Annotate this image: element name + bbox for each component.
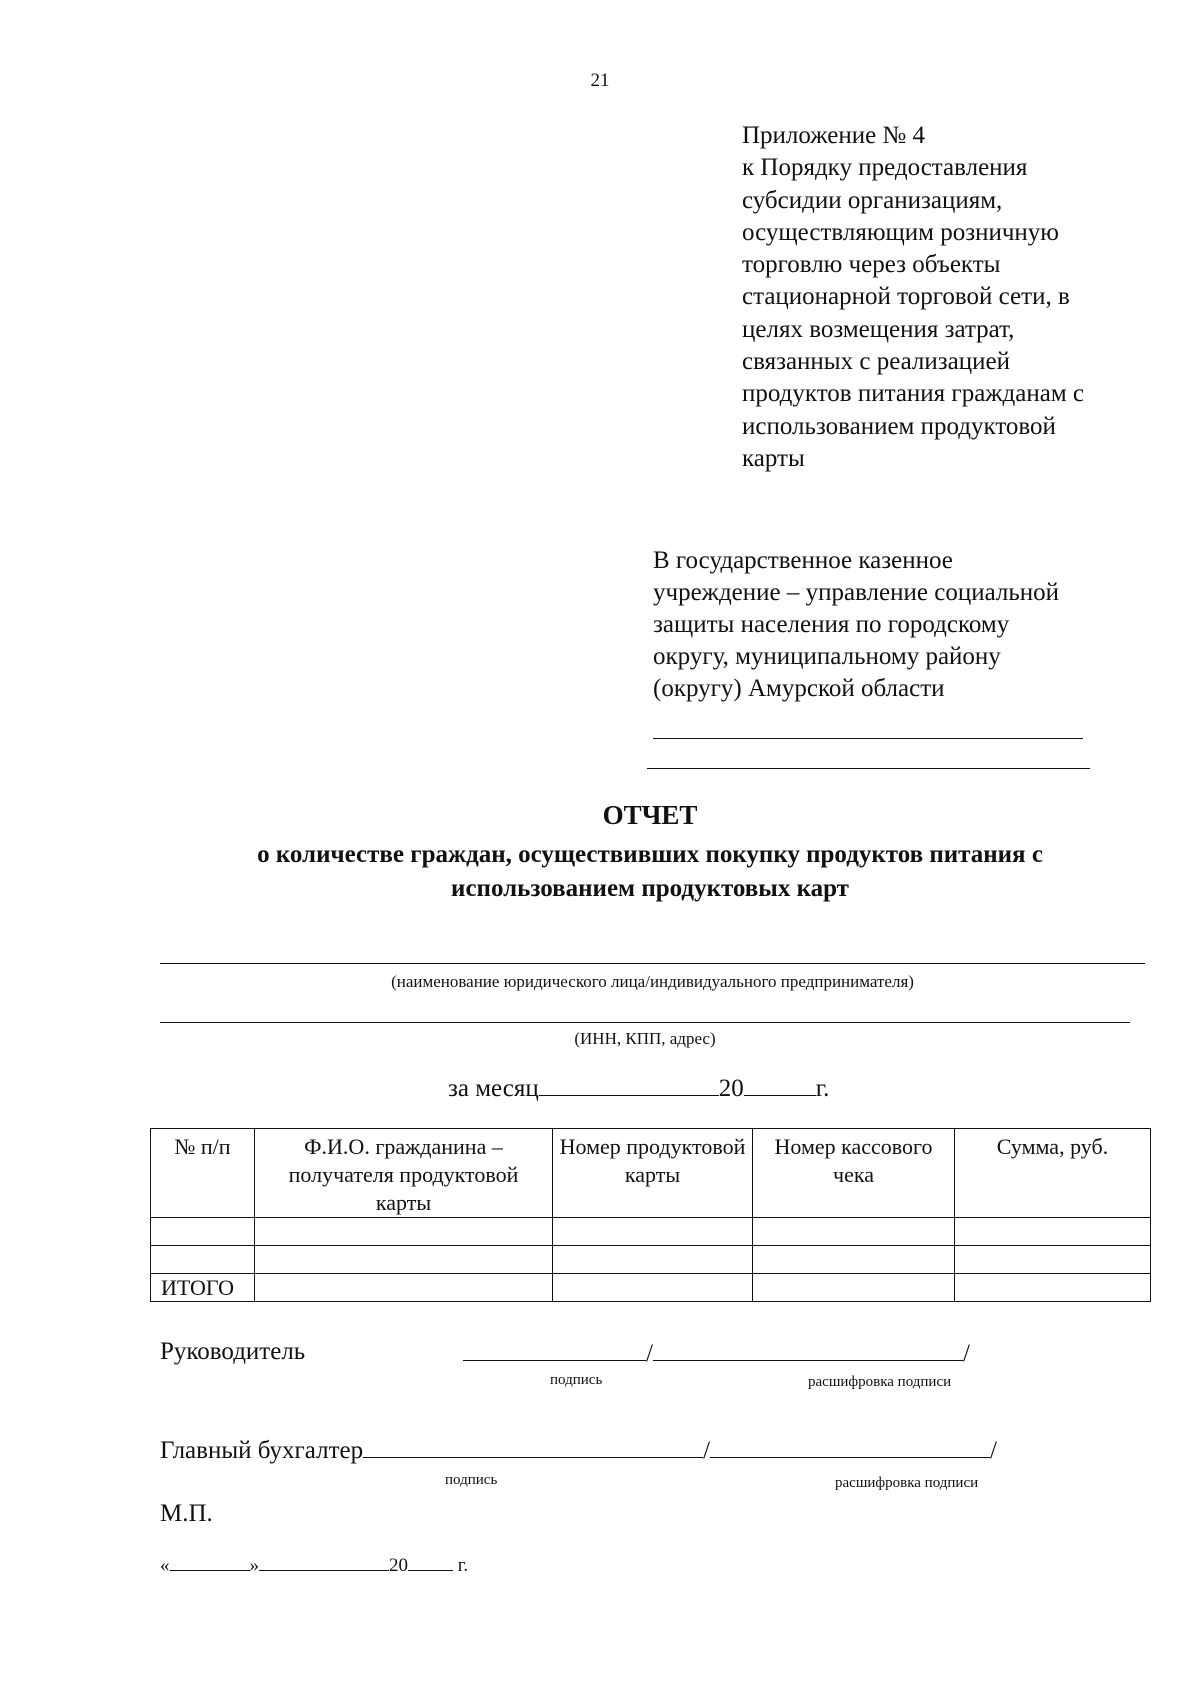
table-cell[interactable] [753,1246,955,1274]
head-signature-row [463,1340,970,1368]
appendix-line: Приложение № 4 [742,122,926,149]
table-header-row [151,1129,1151,1218]
table-cell[interactable] [151,1218,255,1246]
report-subtitle-line-1: о количестве граждан, осуществивших покупку продуктов питания с [257,841,1043,868]
report-title: ОТЧЕТ [602,800,698,830]
total-label: ИТОГО [151,1274,255,1302]
appendix-line: осуществляющим розничную [742,218,1059,246]
entity-name-caption: (наименование юридического лица/индивидуального предпринимателя) [391,972,914,991]
page-number: 21 [590,70,610,91]
table-cell[interactable] [255,1218,553,1246]
chief-slash: / [703,1437,711,1464]
col-header-card-number: Номер продуктовой карты [553,1129,753,1218]
report-subtitle-line-2: использованием продуктовых карт [451,875,849,902]
table-cell[interactable] [955,1246,1151,1274]
year-date-blank[interactable] [408,1556,453,1571]
table-cell[interactable] [955,1218,1151,1246]
report-period [448,1073,829,1103]
month-date-blank[interactable] [259,1556,389,1571]
appendix-line: к Порядку предоставления [742,154,1028,182]
period-label: за месяц [448,1075,539,1102]
chief-accountant-label: Главный бухгалтер [160,1437,364,1464]
chief-accountant-row [160,1437,997,1465]
head-label: Руководитель [160,1338,306,1365]
table-cell[interactable] [151,1246,255,1274]
appendix-block [742,120,1182,475]
addressee-line: защиты населения по городскому [653,611,1010,638]
table-cell[interactable] [255,1246,553,1274]
head-decoding-blank[interactable] [653,1340,963,1361]
appendix-line: торговлю через объекты [742,251,1001,279]
appendix-line: целях возмещения затрат, [742,315,1015,343]
day-blank[interactable] [170,1556,250,1571]
addressee-line: учреждение – управление социальной [653,579,1060,606]
date-open-quote: « [160,1555,170,1576]
year-blank [744,1073,816,1096]
chief-decoding-blank[interactable] [710,1437,990,1458]
report-subtitle [170,838,1130,906]
chief-slash-end: / [990,1437,997,1464]
table-cell[interactable] [553,1274,753,1302]
date-year-suffix: г. [457,1555,469,1576]
report-table [150,1128,1151,1302]
chief-decoding-caption: расшифровка подписи [835,1475,979,1491]
appendix-line: карты [742,444,805,472]
col-header-fio: Ф.И.О. гражданина – получателя продуктовой карты [255,1129,553,1218]
table-total-row [151,1274,1151,1302]
head-signature-caption: подпись [550,1372,603,1388]
addressee-line: В государственное казенное [653,547,953,574]
chief-signature-blank[interactable] [363,1437,703,1458]
entity-name-line [160,963,1145,964]
table-cell[interactable] [753,1218,955,1246]
table-cell[interactable] [553,1218,753,1246]
appendix-line: субсидии организациям, [742,186,1003,214]
head-signature-blank[interactable] [463,1340,646,1361]
date-close-quote: » [249,1555,259,1576]
addressee-line: округу, муниципальному району [653,643,1001,670]
addressee-line: (округу) Амурской области [653,675,945,702]
addressee-blank-line-2 [647,768,1090,769]
table-cell[interactable] [553,1246,753,1274]
appendix-line: стационарной торговой сети, в [742,283,1070,311]
inn-line [160,1022,1130,1023]
col-header-sum: Сумма, руб. [955,1129,1151,1218]
stamp-place: М.П. [160,1500,213,1527]
addressee-block [653,545,1173,705]
inn-caption: (ИНН, КПП, адрес) [574,1029,716,1048]
period-year-suffix: г. [815,1075,830,1102]
addressee-blank-line-1 [653,738,1083,739]
date-year-prefix: 20 [389,1555,408,1576]
table-cell[interactable] [255,1274,553,1302]
appendix-line: связанных с реализацией [742,348,1010,376]
table-cell[interactable] [753,1274,955,1302]
head-decoding-caption: расшифровка подписи [808,1374,952,1390]
date-row [160,1555,468,1577]
chief-signature-caption: подпись [445,1472,498,1488]
table-row [151,1218,1151,1246]
month-blank [539,1073,719,1096]
head-slash-end: / [962,1340,970,1367]
col-header-receipt-number: Номер кассового чека [753,1129,955,1218]
period-year-prefix: 20 [718,1075,744,1102]
table-cell[interactable] [955,1274,1151,1302]
head-slash: / [646,1340,653,1367]
col-header-number: № п/п [151,1129,255,1218]
appendix-line: продуктов питания гражданам с [742,380,1085,408]
table-row [151,1246,1151,1274]
appendix-line: использованием продуктовой [742,412,1056,440]
